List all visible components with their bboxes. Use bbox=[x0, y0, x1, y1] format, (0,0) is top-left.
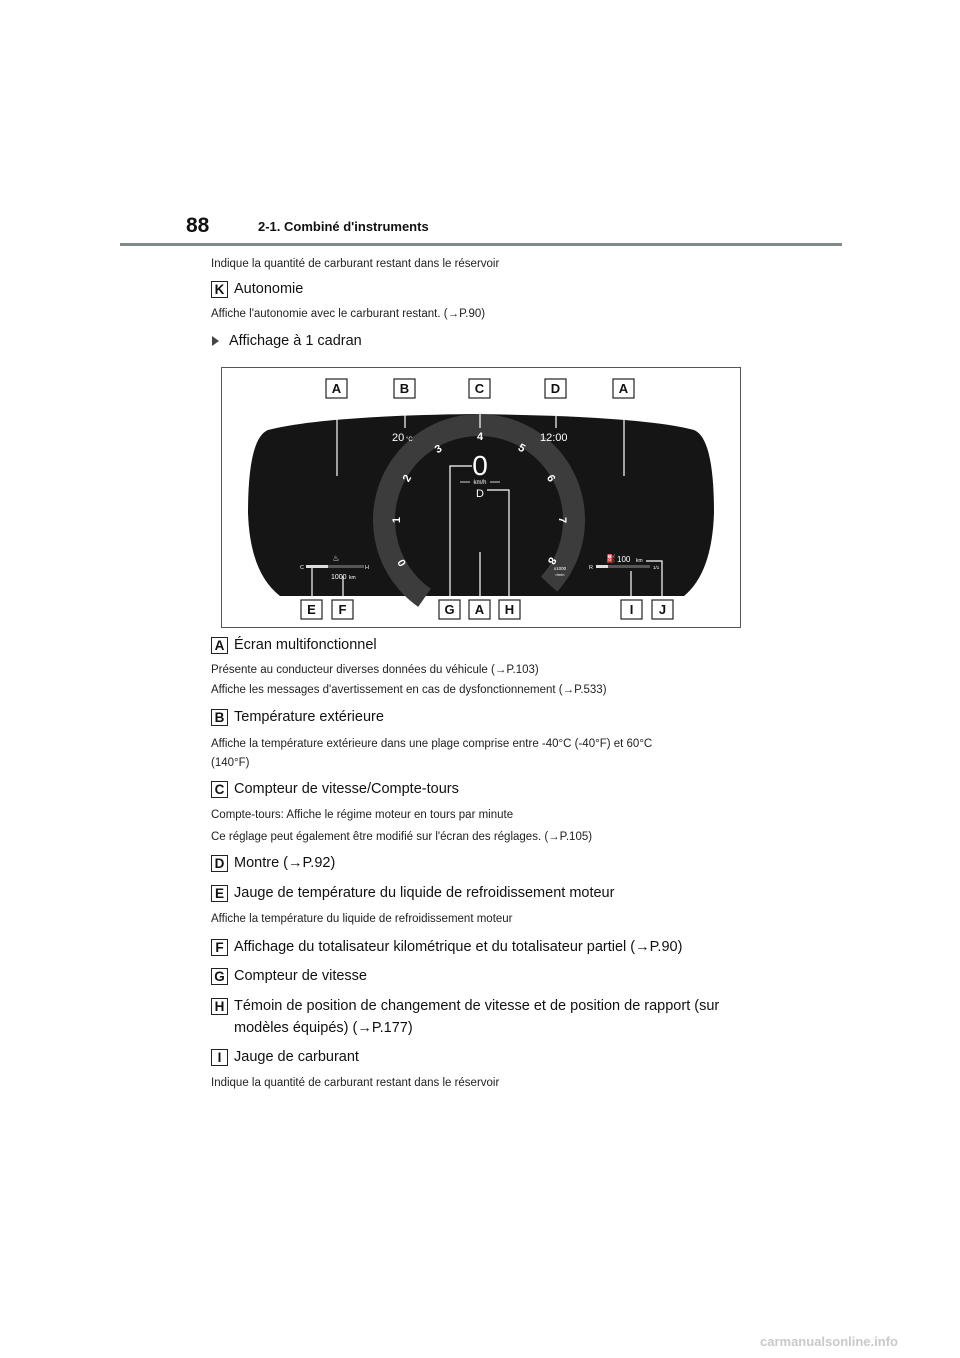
gear-indicator: D bbox=[476, 488, 484, 500]
tach-number-1: 1 bbox=[391, 516, 403, 524]
item-a-heading bbox=[211, 637, 377, 654]
letter-box-h: H bbox=[211, 998, 228, 1015]
callout-i: I bbox=[629, 602, 634, 617]
callout-c: C bbox=[474, 381, 485, 396]
callout-d: D bbox=[550, 381, 561, 396]
item-b-line-2: (140°F) bbox=[211, 757, 250, 769]
item-a-title: Écran multifonctionnel bbox=[234, 637, 377, 653]
callout-a-bottom: A bbox=[474, 602, 485, 617]
item-e-line-1: Affiche la température du liquide de refroidissement moteur bbox=[211, 913, 513, 925]
item-c-title: Compteur de vitesse/Compte-tours bbox=[234, 781, 459, 797]
page-number: 88 bbox=[186, 214, 210, 237]
item-c-heading bbox=[211, 781, 459, 798]
range-value: 100 bbox=[617, 555, 631, 564]
temperature-unit: °C bbox=[406, 437, 413, 443]
item-g-heading bbox=[211, 968, 367, 985]
speed-value: 0 bbox=[472, 450, 488, 481]
fuel-gauge-fill bbox=[596, 565, 608, 568]
item-e-title: Jauge de température du liquide de refroidissement moteur bbox=[234, 885, 615, 901]
callout-f: F bbox=[338, 602, 347, 617]
callout-a-top-right: A bbox=[618, 381, 629, 396]
item-h-title-continued bbox=[234, 1020, 413, 1037]
letter-box-i: I bbox=[211, 1049, 228, 1066]
item-b-heading bbox=[211, 709, 384, 726]
item-d-heading bbox=[211, 855, 335, 872]
coolant-cold-label: C bbox=[300, 565, 304, 571]
coolant-gauge-fill bbox=[306, 565, 328, 568]
fuel-reserve-label: R bbox=[589, 565, 593, 571]
tach-number-8: 8 bbox=[544, 554, 559, 567]
item-k-title: Autonomie bbox=[234, 281, 304, 297]
triangle-bullet-icon bbox=[212, 336, 219, 346]
tach-number-6: 6 bbox=[543, 472, 558, 485]
letter-box-d: D bbox=[211, 855, 228, 872]
item-k-heading bbox=[211, 281, 303, 298]
range-unit: km bbox=[636, 558, 643, 564]
item-b-title: Température extérieure bbox=[234, 709, 384, 725]
tach-number-3: 3 bbox=[432, 442, 445, 457]
item-b-line-1: Affiche la température extérieure dans une plage comprise entre -40°C (-40°F) et 60°C bbox=[211, 738, 653, 750]
thermometer-icon: ♨ bbox=[332, 554, 340, 563]
fuel-full-label: 1/1 bbox=[653, 565, 660, 570]
item-i-heading bbox=[211, 1049, 359, 1066]
letter-box-c: C bbox=[211, 781, 228, 798]
letter-box-a: A bbox=[211, 637, 228, 654]
tach-unit-bottom: r/min bbox=[555, 572, 565, 577]
item-c-line-2: Ce réglage peut également être modifié sur l'écran des réglages. (→P.105) bbox=[211, 831, 593, 843]
letter-box-e: E bbox=[211, 885, 228, 902]
letter-box-b: B bbox=[211, 709, 228, 726]
site-watermark: carmanualsonline.info bbox=[760, 1334, 898, 1349]
tach-number-7: 7 bbox=[556, 516, 568, 524]
instrument-cluster-figure bbox=[221, 367, 741, 628]
fuel-description-intro: Indique la quantité de carburant restant dans le réservoir bbox=[211, 258, 500, 270]
item-c-line-1: Compte-tours: Affiche le régime moteur en tours par minute bbox=[211, 809, 514, 821]
item-h-title: Témoin de position de changement de vitesse et de position de rapport (sur bbox=[234, 998, 720, 1014]
header-divider bbox=[120, 243, 842, 246]
callout-b: B bbox=[399, 381, 410, 396]
item-a-line-2: Affiche les messages d'avertissement en cas de dysfonctionnement (→P.533) bbox=[211, 684, 607, 696]
cluster-illustration bbox=[222, 368, 742, 629]
item-i-line-1: Indique la quantité de carburant restant dans le réservoir bbox=[211, 1077, 500, 1089]
odometer-value: 1000 bbox=[331, 574, 347, 581]
item-a-line-1: Présente au conducteur diverses données du véhicule (→P.103) bbox=[211, 664, 539, 676]
subsection-title: Affichage à 1 cadran bbox=[229, 333, 362, 349]
item-i-title: Jauge de carburant bbox=[234, 1049, 359, 1065]
callout-h: H bbox=[504, 602, 515, 617]
callout-g: G bbox=[444, 602, 455, 617]
item-g-title: Compteur de vitesse bbox=[234, 968, 367, 984]
callout-a-top-left: A bbox=[331, 381, 342, 396]
item-h-title-line-2: modèles équipés) (→P.177) bbox=[234, 1020, 413, 1036]
speed-unit: km/h bbox=[473, 480, 487, 486]
item-f-heading bbox=[211, 939, 682, 956]
odometer-unit: km bbox=[349, 575, 356, 581]
item-h-heading bbox=[211, 998, 719, 1015]
callout-j: J bbox=[658, 602, 667, 617]
letter-box-f: F bbox=[211, 939, 228, 956]
tach-number-4: 4 bbox=[476, 431, 484, 443]
subsection-heading bbox=[212, 333, 362, 349]
tach-unit-top: x1000 bbox=[553, 566, 567, 571]
letter-box-g: G bbox=[211, 968, 228, 985]
callout-e: E bbox=[307, 602, 316, 617]
coolant-hot-label: H bbox=[365, 565, 369, 571]
item-k-description: Affiche l'autonomie avec le carburant restant. (→P.90) bbox=[211, 308, 486, 320]
tach-number-5: 5 bbox=[515, 441, 528, 456]
item-f-title: Affichage du totalisateur kilométrique et du totalisateur partiel (→P.90) bbox=[234, 939, 683, 955]
tach-number-0: 0 bbox=[395, 556, 410, 569]
item-e-heading bbox=[211, 885, 614, 902]
item-d-title: Montre (→P.92) bbox=[234, 855, 336, 871]
fuel-pump-icon: ⛽ bbox=[606, 554, 616, 563]
outside-temperature: 20 bbox=[392, 432, 405, 444]
clock-display: 12:00 bbox=[540, 432, 568, 444]
section-title: 2-1. Combiné d'instruments bbox=[258, 219, 429, 234]
letter-box-k: K bbox=[211, 281, 228, 298]
tach-number-2: 2 bbox=[400, 472, 415, 485]
